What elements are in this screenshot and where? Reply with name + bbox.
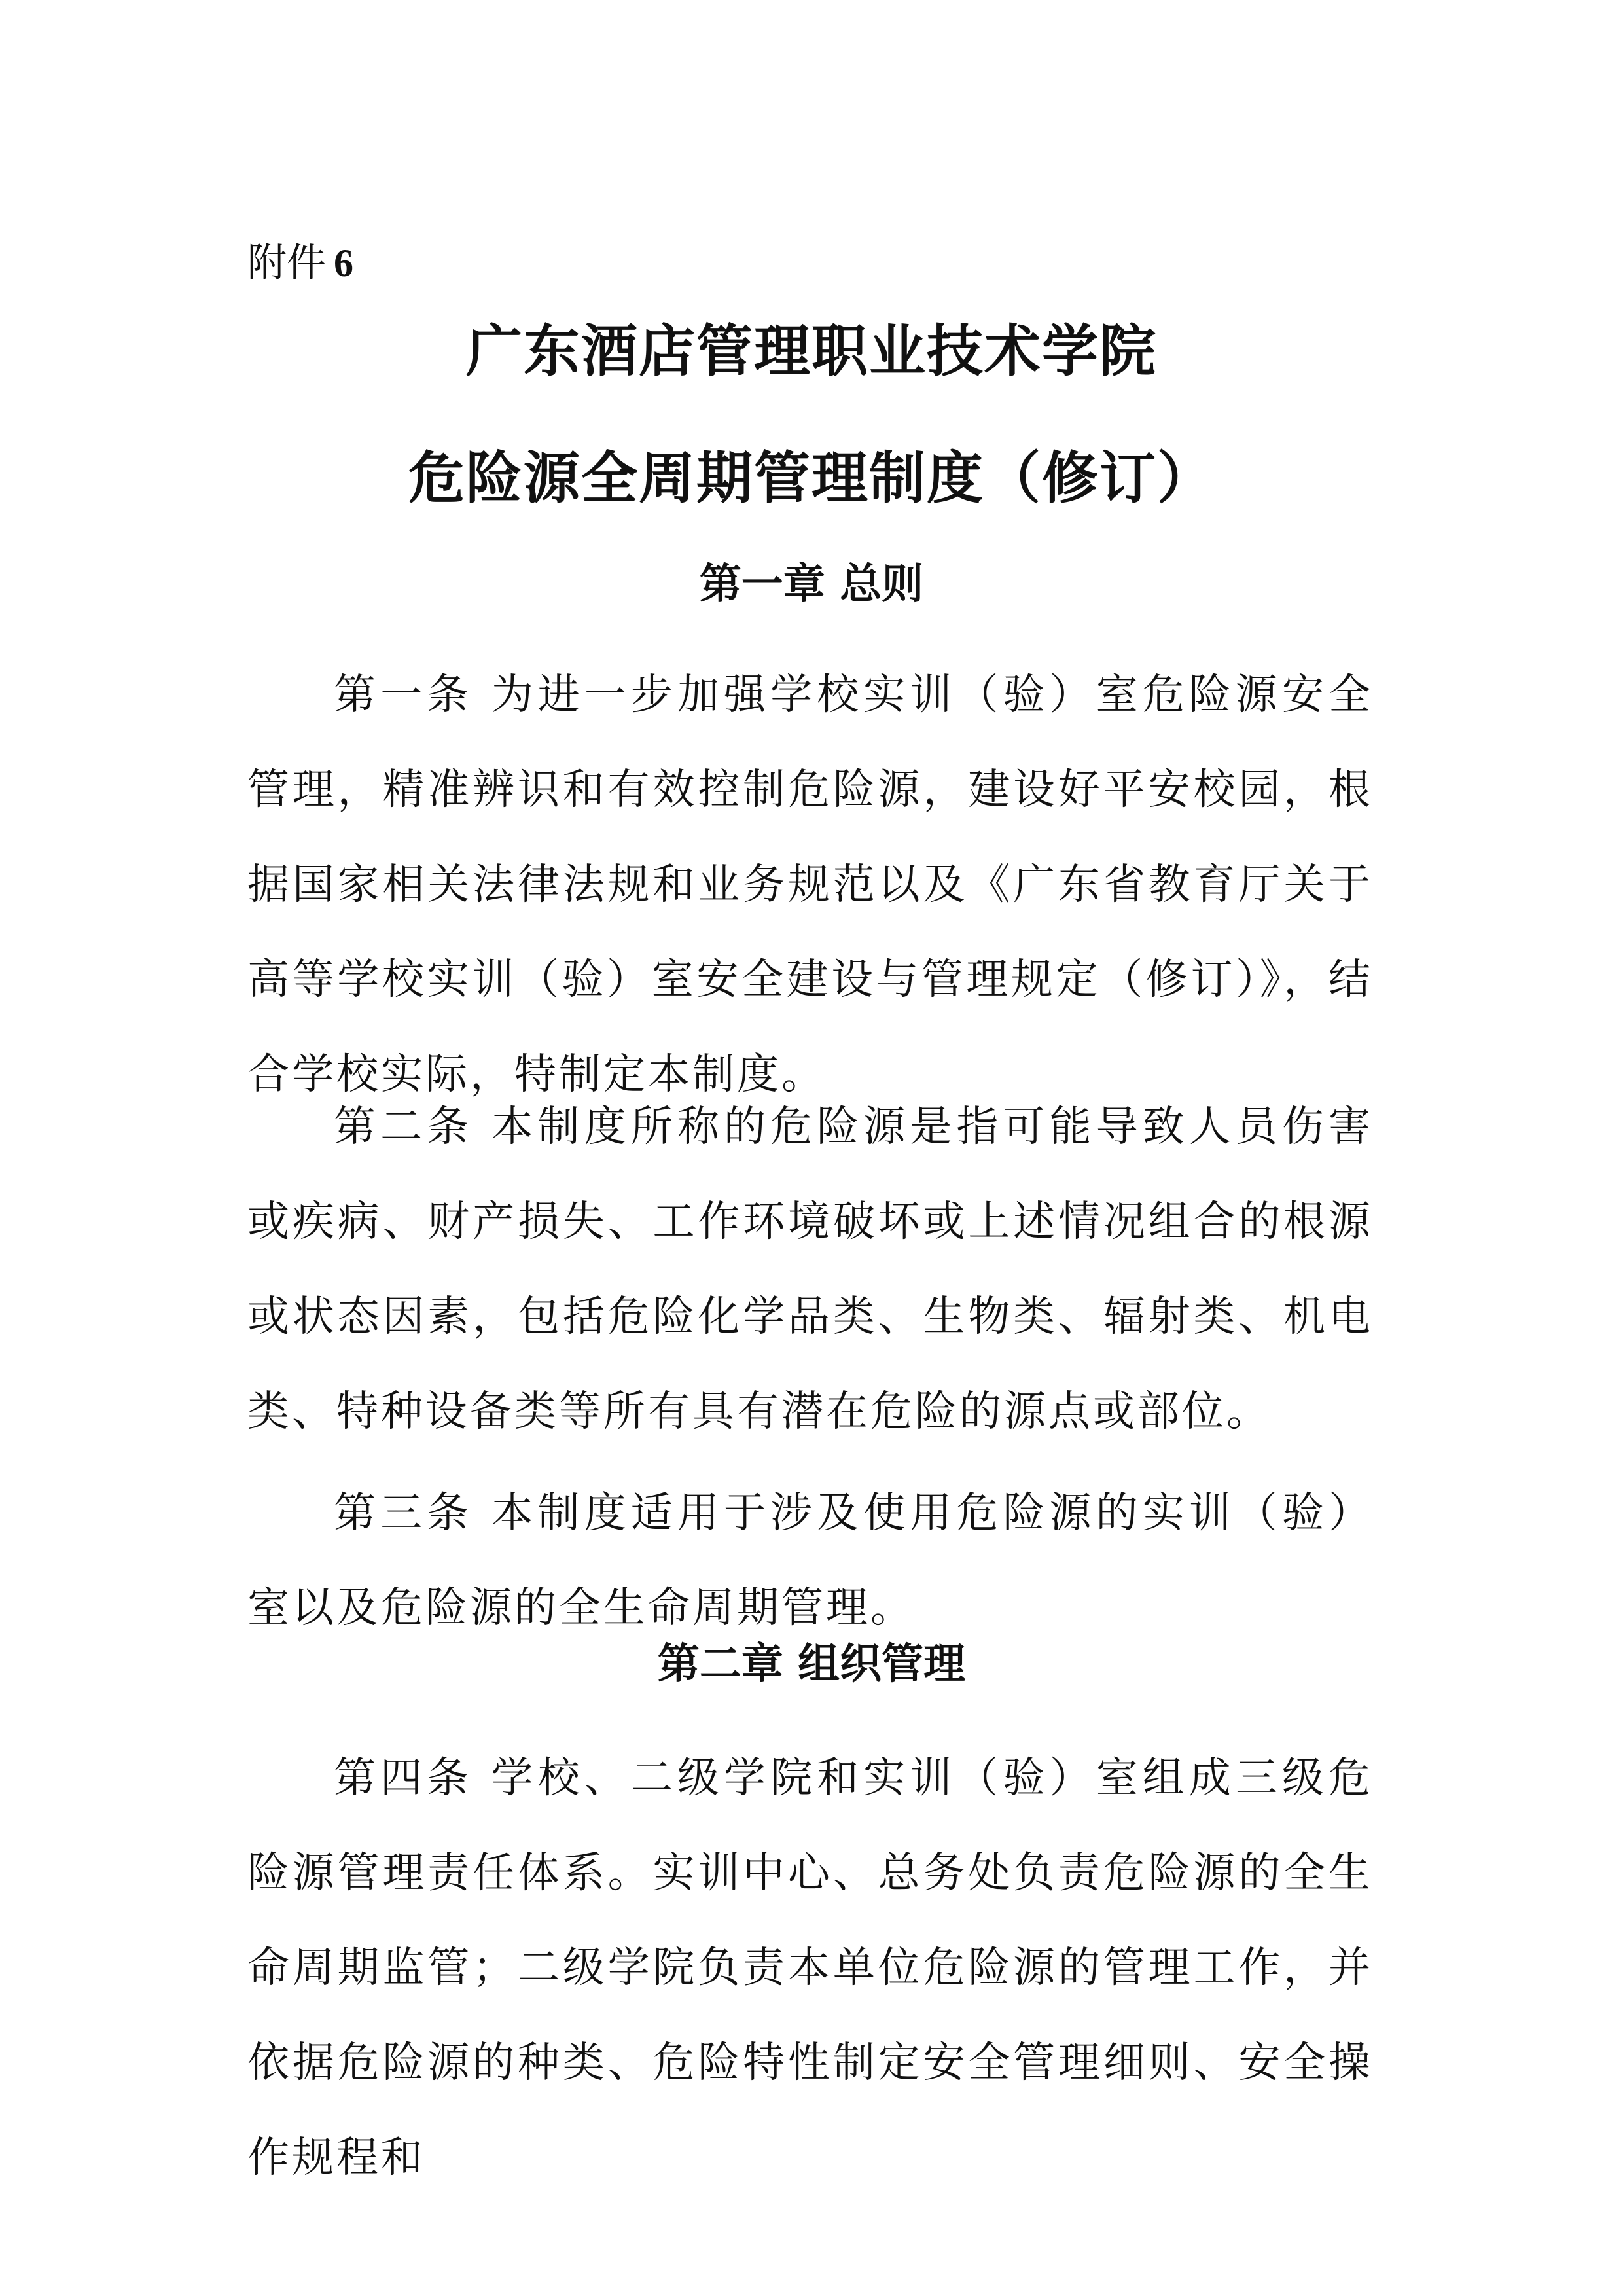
chapter-heading: 第一章 总则 (699, 560, 924, 609)
article-paragraph: 第三条 本制度适用于涉及使用危险源的实训（验）室以及危险源的全生命周期管理。 (247, 1489, 1373, 1632)
attachment-number: 6 (334, 242, 353, 285)
attachment-label (247, 237, 353, 289)
document-title-line1: 广东酒店管理职业技术学院 (466, 319, 1157, 384)
attachment-text: 附件 (247, 240, 326, 286)
article-paragraph: 第四条 学校、二级学院和实训（验）室组成三级危险源管理责任体系。实训中心、总务处负责危险源的全生命周期监管；二级学院负责本单位危险源的管理工作，并依据危险源的种类、危险特性制定安全管理细则、安全操作规程和 (247, 1754, 1373, 2182)
article-paragraph: 第二条 本制度所称的危险源是指可能导致人员伤害或疾病、财产损失、工作环境破坏或上述情况组合的根源或状态因素，包括危险化学品类、生物类、辐射类、机电类、特种设备类等所有具有潜在危险的源点或部位。 (247, 1103, 1373, 1436)
article-paragraph: 第一条 为进一步加强学校实训（验）室危险源安全管理，精准辨识和有效控制危险源，建设好平安校园，根据国家相关法律法规和业务规范以及《广东省教育厅关于高等学校实训（验）室安全建设与管理规定（修订）》，结合学校实际，特制定本制度。 (247, 671, 1373, 1099)
chapter-heading: 第二章 组织管理 (657, 1640, 966, 1689)
document-title-line2: 危险源全周期管理制度（修订） (408, 446, 1215, 511)
